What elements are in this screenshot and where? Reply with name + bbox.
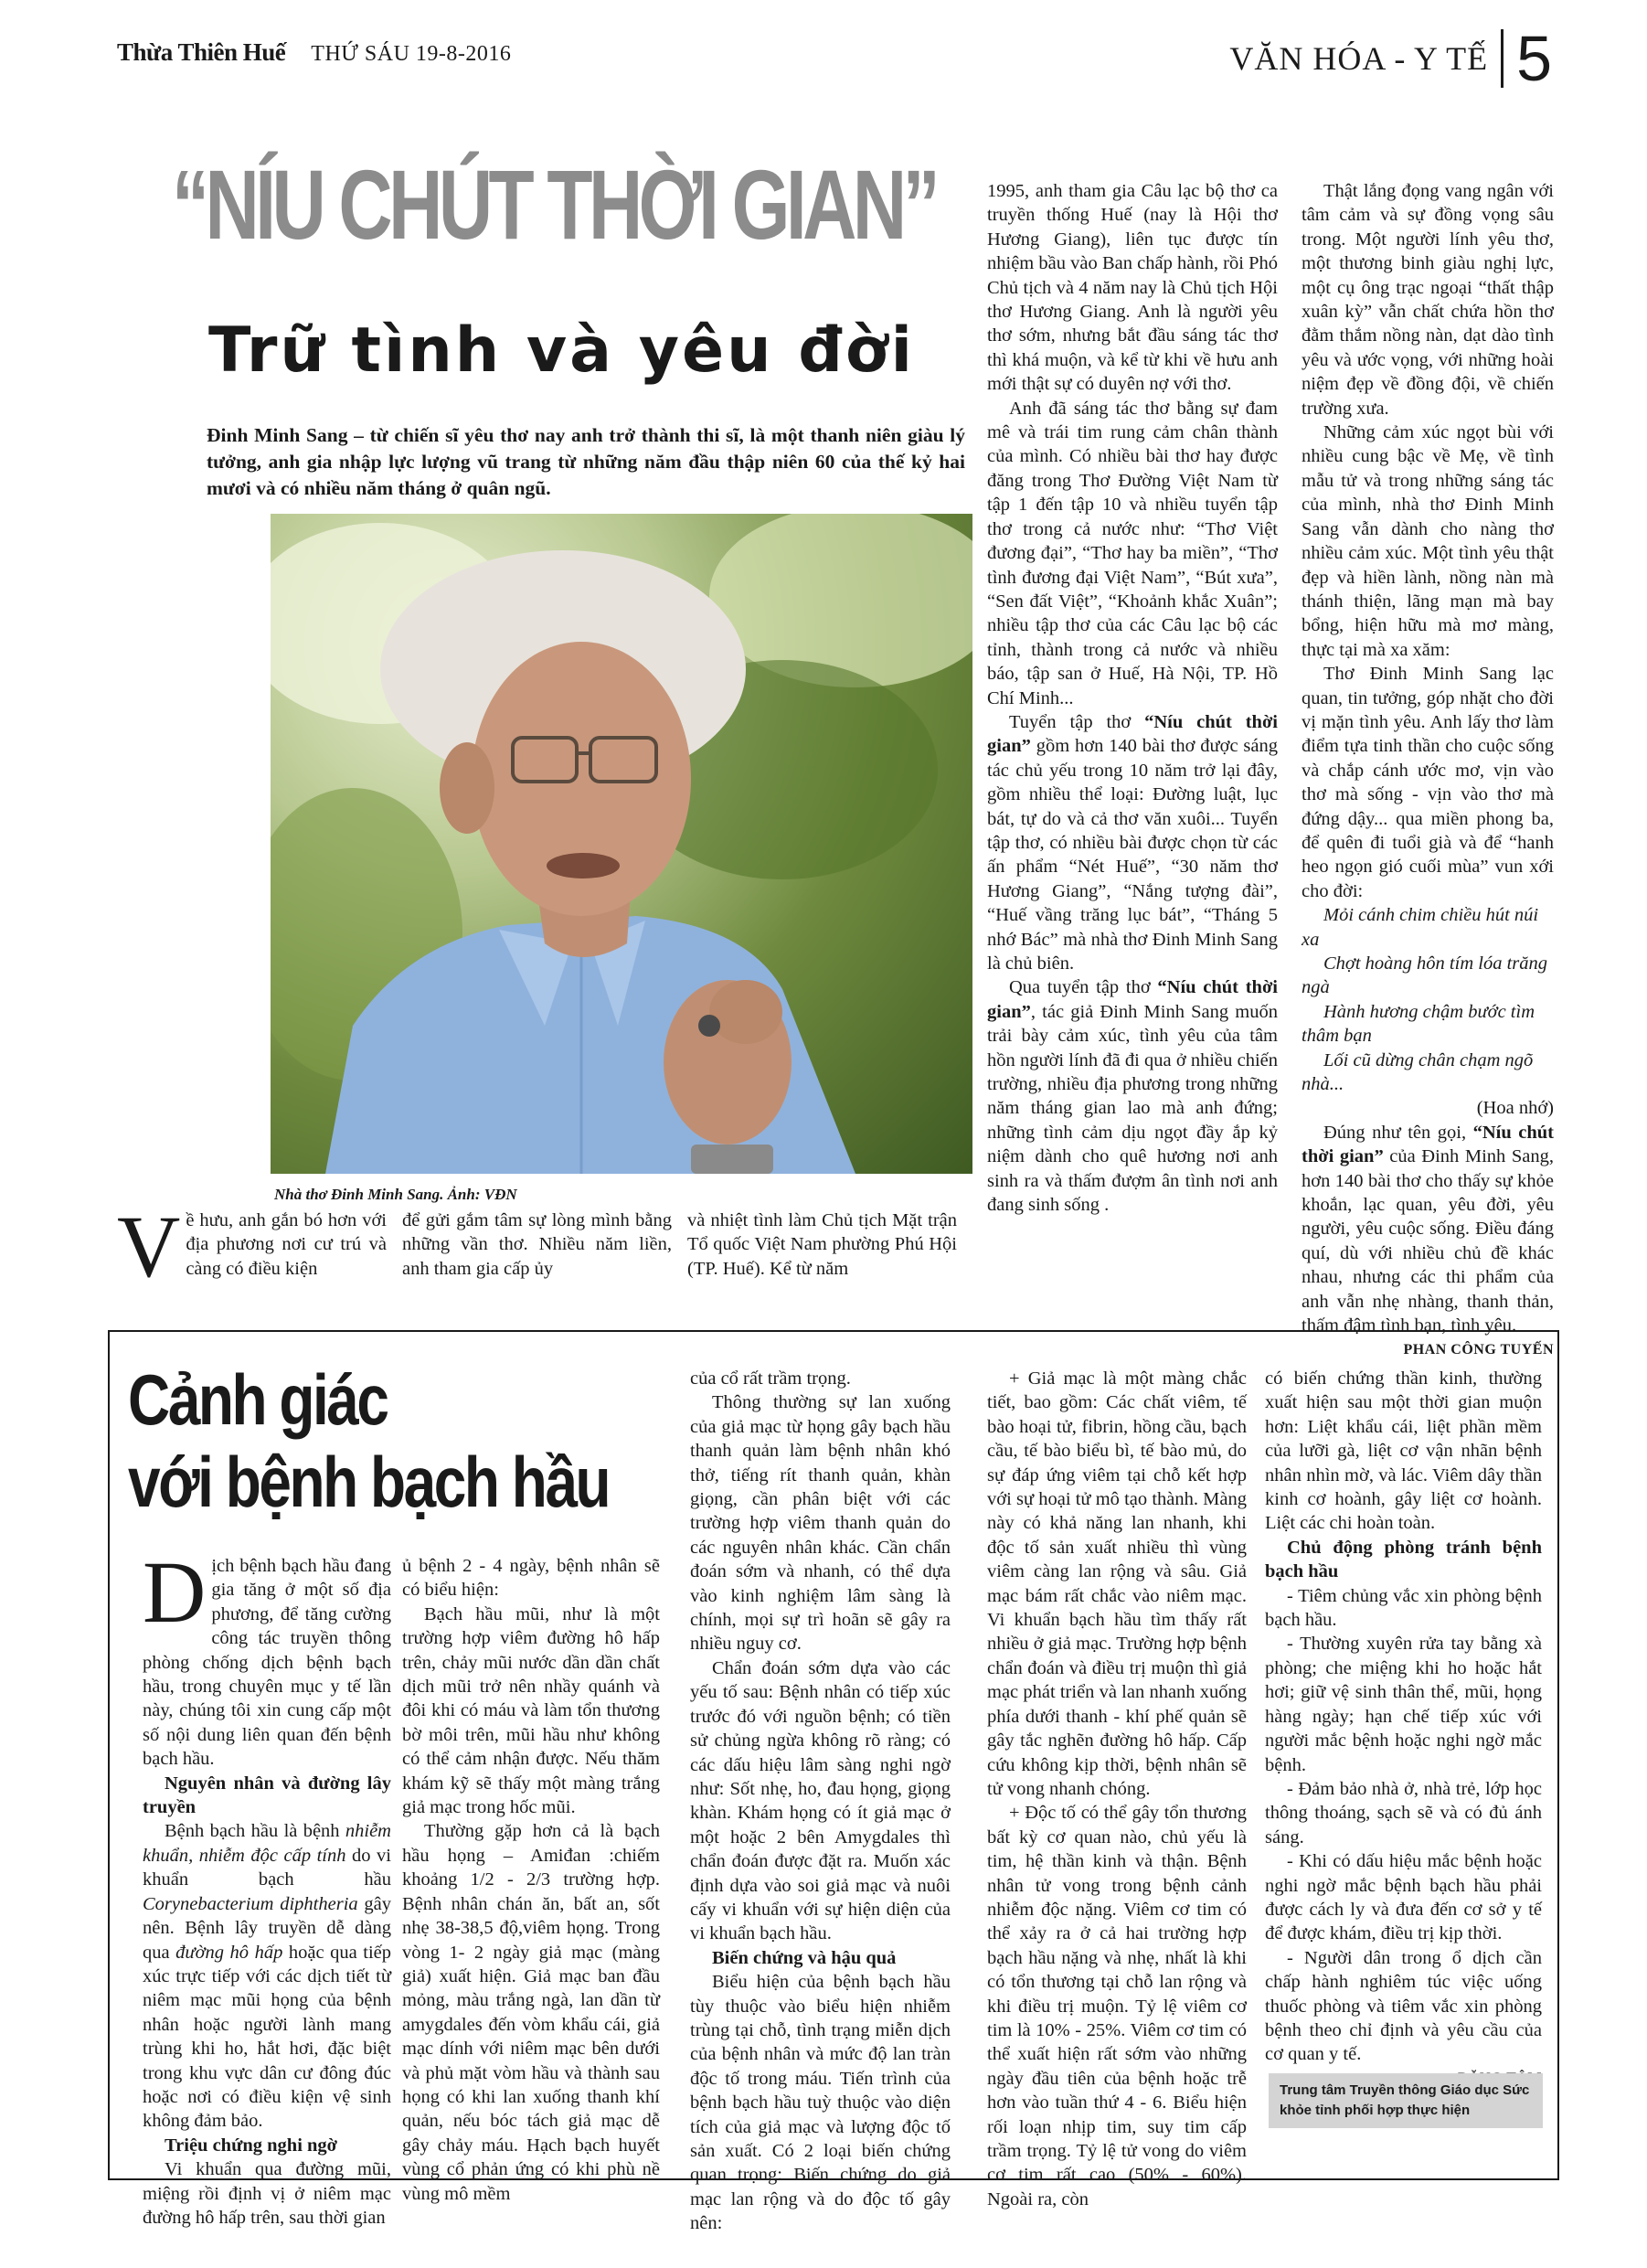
section-name: VĂN HÓA - Y TẾ xyxy=(1229,40,1489,77)
text-run: do vi khuẩn bạch hầu xyxy=(143,1845,391,1890)
article2-paragraph: Thông thường sự lan xuống của giả mạc từ họng gây bạch hầu thanh quản làm bệnh nhân khó thở, tiếng rít thanh quản, khàn giọng, cần phân biệt với các trường hợp viêm thanh quản do các nguyên nhân khác. Cần chẩn đoán sớm và nhanh, có thể dựa vào kinh nghiệm lâm sàng là chính, mọi sự trì hoãn sẽ gây ra nhiều nguy cơ. xyxy=(690,1392,951,1655)
text-run: Tuyển tập thơ xyxy=(1009,711,1145,732)
book-title: “Níu chút thời gian” xyxy=(1302,1122,1554,1167)
poem-line: Chợt hoàng hôn tím lóa trăng ngà xyxy=(1302,953,1547,998)
article2-title xyxy=(128,1358,609,1523)
article2-column-2 xyxy=(402,1554,660,2206)
article1-author: PHAN CÔNG TUYẾN xyxy=(1403,1341,1554,1358)
text-run: Qua tuyển tập thơ xyxy=(1009,977,1158,998)
article2-paragraph: + Độc tố có thể gây tổn thương bất kỳ cơ quan nào, chủ yếu là tim, hệ thần kinh và thận. Bệnh nhân tử vong trong bệnh cảnh nhiễm độc nặng. Viêm cơ tim có thể xảy ra ở cả hai trường hợp bạch hầu nặng và nhẹ, nhất là khi có tổn thương tại chỗ lan rộng và khi điều trị muộn. Tỷ lệ viêm cơ tim là 10% - 25%. Viêm cơ tim có thể xuất hiện rất sớm vào những ngày đầu tiên của bệnh hoặc trễ hơn vào tuần thứ 4 - 6. Biểu hiện rối loạn nhịp tim, suy tim cấp trầm trọng. Tỷ lệ tử vong do viêm cơ tim rất cao (50% - 60%). Ngoài ra, còn xyxy=(987,1803,1247,2209)
article2-paragraph: Bạch hầu mũi, như là một trường hợp viêm đường hô hấp trên, chảy mũi nước dần dần chất dịch mũi trở nên nhầy quánh và đôi khi có máu và làm tổn thương bờ môi trên, mũi hầu như không có thể cảm nhận được. Nếu thăm khám kỹ sẽ thấy một màng trắng giả mạc trong hốc mũi. xyxy=(402,1603,660,1818)
article2-column-1 xyxy=(143,1543,391,2230)
article1-body-column-3 xyxy=(687,1209,957,1281)
article1-paragraph: ề hưu, anh gắn bó hơn với địa phương nơi cư trú và càng có điều kiện xyxy=(186,1210,387,1279)
emphasis: Corynebacterium diphtheria xyxy=(143,1893,358,1914)
article1-title: Trữ tình và yêu đời xyxy=(208,314,915,387)
article1-paragraph xyxy=(987,710,1278,975)
book-title: “Níu chút thời gian” xyxy=(987,711,1279,757)
photo-caption: Nhà thơ Đinh Minh Sang. Ảnh: VĐN xyxy=(274,1186,517,1203)
article1-paragraph: Anh đã sáng tác thơ bằng sự đam mê và trái tim rung cảm chân thành của mình. Có nhiều bài thơ hay được đăng trong Thơ Đường Việt Nam từ tập 1 đến tập 10 và nhiều tuyển tập thơ trong cả nước như: “Thơ Việt đương đại”, “Thơ hay ba miền”, “Thơ tình đương đại Việt Nam”, “Bút xưa”, “Sen đất Việt”, “Khoảnh khắc Xuân”; nhiều tập thơ của các Câu lạc bộ các tỉnh, thành trong cả nước và nhiều báo, tập san ở Huế, Hà Nội, TP. Hồ Chí Minh... xyxy=(987,398,1278,708)
article2-title-line-2: với bệnh bạch hầu xyxy=(128,1442,610,1522)
prevention-item: - Người dân trong ổ dịch cần chấp hành nghiêm túc việc uống thuốc phòng và tiêm vắc xin phòng bệnh theo chỉ định và yêu cầu của cơ quan y tế. xyxy=(1265,1947,1542,2065)
article2-column-4 xyxy=(987,1367,1247,2211)
article2-paragraph: ủ bệnh 2 - 4 ngày, bệnh nhân sẽ có biểu hiện: xyxy=(402,1556,660,1601)
text-run: Bệnh bạch hầu là bệnh xyxy=(165,1821,345,1842)
issue-date: THỨ SÁU 19-8-2016 xyxy=(311,42,512,66)
article2-credit-box: Trung tâm Truyền thông Giáo dục Sức khỏe tỉnh phối hợp thực hiện xyxy=(1269,2073,1543,2128)
article1-paragraph: Thơ Đinh Minh Sang lạc quan, tin tưởng, góp nhặt cho đời vị mặn tình yêu. Anh lấy thơ làm điểm tựa tinh thần cho cuộc sống và chắp cánh ước mơ, vịn vào thơ mà sống - vịn vào thơ mà đứng dậy... qua miền phong ba, để quên đi tuổi già và để “hanh heo ngọn gió cuối mùa” vun xới cho đời: xyxy=(1302,664,1554,901)
emphasis: nhiễm khuẩn, nhiễm độc cấp tính xyxy=(143,1821,391,1866)
article2-paragraph xyxy=(143,1819,391,2133)
emphasis: đường hô hấp xyxy=(175,1942,283,1963)
newspaper-brand: Thừa Thiên Huế xyxy=(117,38,286,66)
prevention-item: - Thường xuyên rửa tay bằng xà phòng; che miệng khi ho hoặc hắt hơi; giữ vệ sinh thân thể, mũi, họng hàng ngày; hạn chế tiếp xúc với người mắc bệnh hoặc nghi ngờ mắc bệnh. xyxy=(1265,1634,1542,1775)
article2-subheading: Triệu chứng nghi ngờ xyxy=(165,2135,338,2156)
prevention-item: - Đảm bảo nhà ở, nhà trẻ, lớp học thông thoáng, sạch sẽ và có đủ ánh sáng. xyxy=(1265,1778,1542,1847)
poem-line: Lối cũ dừng chân chạm ngõ nhà... xyxy=(1302,1049,1534,1095)
article2-column-5 xyxy=(1265,1367,1542,2091)
article2-subheading: Nguyên nhân và đường lây truyền xyxy=(143,1773,391,1818)
page-number: 5 xyxy=(1516,23,1552,94)
article2-paragraph: Chẩn đoán sớm dựa vào các yếu tố sau: Bệnh nhân có tiếp xúc trước đó với nguồn bệnh; có tiền sử chủng ngừa không rõ ràng; có các dấu hiệu lâm sàng nghi ngờ như: Sốt nhẹ, ho, đau họng, giọng khàn. Khám họng có ít giả mạc ở một hoặc 2 bên Amygdales thì chẩn đoán được đặt ra. Muốn xác định dựa vào soi giả mạc và nuôi cấy vi khuẩn với sự hiện diện của vi khuẩn bạch hầu. xyxy=(690,1657,951,1944)
article2-paragraph: của cổ rất trầm trọng. xyxy=(690,1368,851,1389)
article1-right-column-1 xyxy=(987,179,1278,1217)
article2-paragraph: ịch bệnh bạch hầu đang gia tăng ở một số địa phương, để tăng cường công tác truyền thông phòng chống dịch bệnh bạch hầu, trong chuyên mục y tế lần này, chúng tôi xin cung cấp một số nội dung liên quan đến bệnh bạch hầu. xyxy=(143,1556,391,1770)
page-header-right xyxy=(1229,23,1552,94)
article1-lead: Đinh Minh Sang – từ chiến sĩ yêu thơ nay anh trở thành thi sĩ, là một thanh niên giàu lý tưởng, anh gia nhập lực lượng vũ trang từ những năm đầu thập niên 60 của thế kỷ hai mươi và có nhiều năm tháng ở quân ngũ. xyxy=(207,424,965,499)
article1-body-column-2 xyxy=(402,1209,672,1281)
text-run: của Đinh Minh Sang, hơn 140 bài thơ cho thấy sự khỏe khoắn, lạc quan, yêu đời, yêu người, yêu cuộc sống. Điều đáng quí, dù với nhiều chủ đề khác nhau, nhưng các thi phẩm của anh vẫn nhẹ nhàng, thanh thản, thấm đậm tình bạn, tình yêu. xyxy=(1302,1146,1554,1336)
page-header-left xyxy=(117,38,511,75)
book-title: “Níu chút thời gian” xyxy=(987,977,1278,1022)
article1-right-column-2 xyxy=(1302,179,1554,1362)
poem-source: (Hoa nhớ) xyxy=(1476,1098,1554,1119)
header-divider xyxy=(1501,29,1504,88)
article1-paragraph: Thật lắng đọng vang ngân với tâm cảm và sự đồng vọng sâu trong. Một người lính yêu thơ, một thương binh giàu nghị lực, một cụ ông trạc ngoại “thất thập xuân kỳ” vẫn chất chứa hồn thơ đằm thắm nồng nàn, dạt dào tình yêu và ước vọng, với những hoài niệm đẹp về đồng đội, về chiến trường xưa. xyxy=(1302,181,1554,419)
article2-paragraph: Vi khuẩn qua đường mũi, miệng rồi định vị ở niêm mạc đường hô hấp trên, sau thời gian xyxy=(143,2159,391,2228)
article1-paragraph xyxy=(1302,1121,1554,1338)
article2-paragraph: + Giả mạc là một màng chắc tiết, bao gồm: Các chất viêm, tế bào hoại tử, fibrin, hồng cầu, bạch cầu, tế bào biểu bì, tế bào mủ, do sự đáp ứng viêm tại chỗ kết hợp với sự hoại tử mô tạo thành. Màng này có khả năng lan nhanh, khi độc tố sản xuất nhiều thì vùng viêm càng lan rộng và sâu. Giả mạc bám rất chắc vào niêm mạc. Vi khuẩn bạch hầu tìm thấy rất nhiều ở giả mạc. Trường hợp bệnh chẩn đoán và điều trị muộn thì giả mạc phát triển và lan nhanh xuống phía dưới thanh - khí phế quản sẽ gây tắc nghẽn đường hô hấp. Cấp cứu không kịp thời, bệnh nhân sẽ tử vong nhanh chóng. xyxy=(987,1368,1247,1799)
poet-portrait-illustration xyxy=(271,514,972,1174)
article2-column-3 xyxy=(690,1367,951,2236)
poet-photo xyxy=(271,514,972,1174)
text-run: gây nên. Bệnh lây truyền dễ dàng qua xyxy=(143,1893,391,1963)
article1-paragraph xyxy=(987,975,1278,1217)
article2-paragraph: Biểu hiện của bệnh bạch hầu tùy thuộc vào biểu hiện nhiễm trùng tại chỗ, tình trạng miễn dịch của bệnh nhân và mức độ lan tràn độc tố trong máu. Tiến trình của bệnh bạch hầu tuỳ thuộc vào diện tích của giả mạc và lượng độc tố sản xuất. Có 2 loại biến chứng quan trọng: Biến chứng do giả mạc lan rộng và do độc tố gây nên: xyxy=(690,1972,951,2234)
article1-paragraph: Những cảm xúc ngọt bùi với nhiều cung bậc về Mẹ, về tình mẫu tử và trong những sáng tác của mình, nhà thơ Đinh Minh Sang vẫn dành cho nàng thơ nhiều cảm xúc. Một tình yêu thật đẹp và hiền lành, nồng nàn mà thánh thiện, lãng mạn mà bay bổng, hiện hữu mà mơ màng, thực tại mà xa xăm: xyxy=(1302,422,1554,660)
article2-title-line-1: Cảnh giác xyxy=(128,1359,388,1440)
article1-paragraph: và nhiệt tình làm Chủ tịch Mặt trận Tổ quốc Việt Nam phường Phú Hội (TP. Huế). Kể từ năm xyxy=(687,1210,957,1279)
article2-subheading: Chủ động phòng tránh bệnh bạch hầu xyxy=(1265,1537,1542,1582)
article2-paragraph: Thường gặp hơn cả là bạch hầu họng – Amiđan :chiếm khoảng 1/2 - 2/3 trường hợp. Bệnh nhân chán ăn, bất an, sốt nhẹ 38-38,5 độ,viêm họng. Trong vòng 1- 2 ngày giả mạc (màng giả) xuất hiện. Giả mạc ban đầu mỏng, màu trắng ngà, lan dần từ amygdales đến vòm khẩu cái, giả mạc dính với niêm mạc bên dưới và phủ mặt vòm hầu và thành sau họng có khi lan xuống thanh khí quản, nếu bóc tách giả mạc dễ gây chảy máu. Hạch bạch huyết vùng cổ phản ứng có khi phù nề vùng mô mềm xyxy=(402,1821,660,2204)
article1-paragraph: để gửi gắm tâm sự lòng mình bằng những vần thơ. Nhiều năm liền, anh tham gia cấp ủy xyxy=(402,1210,672,1279)
text-run: gồm hơn 140 bài thơ được sáng tác chủ yếu trong 10 năm trở lại đây, gồm nhiều thể loại: Đường luật, lục bát, tự do và cả thơ văn xuôi... Tuyển tập thơ, có nhiều bài được chọn từ các ấn phẩm “Nét Huế”, “30 năm thơ Hương Giang”, “Nắng tượng đài”, “Huế vầng trăng lục bát”, “Tháng 5 nhớ Bác” mà nhà thơ Đinh Minh Sang là chủ biên. xyxy=(987,736,1278,974)
poem-line: Mỏi cánh chim chiều hút núi xa xyxy=(1302,905,1539,950)
poem-line: Hành hương chậm bước tìm thâm bạn xyxy=(1302,1001,1535,1047)
text-run: , tác giả Đinh Minh Sang muốn trải bày cảm xúc, tình yêu của tâm hồn người lính đã đi qua ở nhiều chiến trường, nhiều địa phương trong những năm tháng gian lao mà anh đứng; những tình cảm dịu ngọt đầy ắp kỷ niệm dành cho quê hương nơi anh sinh ra và thấm đượm ân tình nơi anh đang sinh sống . xyxy=(987,1001,1278,1216)
article2-subheading: Biến chứng và hậu quả xyxy=(712,1947,897,1968)
prevention-item: - Tiêm chủng vắc xin phòng bệnh bạch hầu. xyxy=(1265,1585,1542,1631)
article1-body-column-1 xyxy=(117,1198,387,1295)
article1-dropcap: V xyxy=(117,1198,181,1295)
article1-paragraph: 1995, anh tham gia Câu lạc bộ thơ ca truyền thống Huế (nay là Hội thơ Hương Giang), liên tục được tín nhiệm bầu vào Ban chấp hành, rồi Phó Chủ tịch và 4 năm nay là Chủ tịch Hội thơ Hương Giang. Anh là người yêu thơ sớm, nhưng bắt đầu sáng tác thơ thì khá muộn, và kể từ khi về hưu anh mới thật sự có duyên nợ với thơ. xyxy=(987,181,1278,395)
text-run: Đúng như tên gọi, xyxy=(1323,1122,1473,1143)
prevention-item: - Khi có dấu hiệu mắc bệnh hoặc nghi ngờ mắc bệnh bạch hầu phải được cách ly và đưa đến cơ sở y tế để được khám, điều trị kịp thời. xyxy=(1265,1851,1542,1944)
article1-kicker: “NÍU CHÚT THỜI GIAN” xyxy=(172,149,937,260)
article2-paragraph: có biến chứng thần kinh, thường xuất hiện sau một thời gian muộn hơn: Liệt khẩu cái, liệt phần mềm của lưỡi gà, liệt cơ vận nhãn bệnh nhân nhìn mờ, và lác. Viêm dây thần kinh cơ hoành, gây liệt cơ hoành. Liệt các chi hoàn toàn. xyxy=(1265,1368,1542,1534)
article2-dropcap: D xyxy=(143,1543,207,1641)
text-run: hoặc qua tiếp xúc trực tiếp với các dịch tiết từ niêm mạc mũi họng của bệnh nhân hoặc người lành mang trùng khi ho, hắt hơi, đặc biệt trong khu vực dân cư đông đúc hoặc nơi có điều kiện vệ sinh không đảm bảo. xyxy=(143,1942,391,2132)
